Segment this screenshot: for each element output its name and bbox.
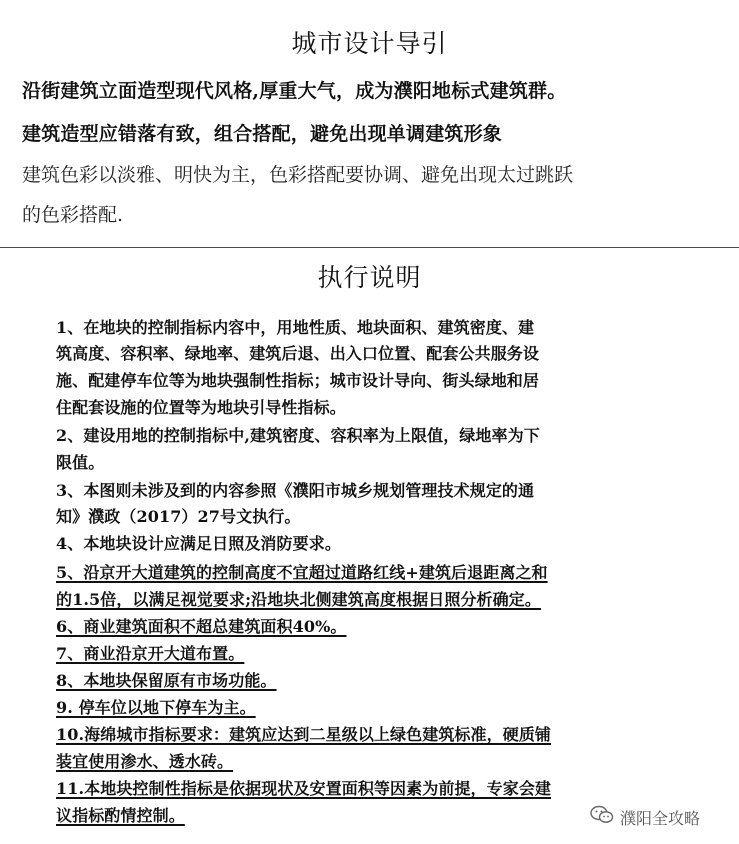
guideline-style: 沿街建筑立面造型现代风格,厚重大气，成为濮阳地标式建筑群。	[22, 80, 567, 102]
watermark	[590, 803, 700, 831]
instruction-line-underlined: 10.海绵城市指标要求：建筑应达到二星级以上绿色建筑标准，硬质铺	[56, 725, 552, 744]
instruction-line-underlined: 7、商业沿京开大道布置。	[56, 644, 245, 663]
wechat-icon	[590, 805, 614, 829]
instruction-line-underlined: 装宜使用渗水、透水砖。	[56, 752, 234, 771]
instruction-line-underlined: 8、本地块保留原有市场功能。	[56, 671, 277, 690]
instruction-line-underlined: 的1.5倍，以满足视觉要求;沿地块北侧建筑高度根据日照分析确定。	[56, 590, 541, 609]
color-note-line-1: 建筑色彩以淡雅、明快为主，色彩搭配要协调、避免出现太过跳跃	[22, 164, 574, 186]
watermark-text: 濮阳全攻略	[620, 808, 701, 828]
guideline-form: 建筑造型应错落有致，组合搭配，避免出现单调建筑形象	[22, 123, 503, 145]
instruction-line-underlined: 11.本地块控制性指标是依据现状及安置面积等因素为前提，专家会建	[56, 779, 552, 798]
instruction-line: 施、配建停车位等为地块强制性指标；城市设计导向、街头绿地和居	[56, 371, 540, 390]
section-divider	[0, 247, 739, 248]
instruction-line: 知》濮政（2017）27号文执行。	[56, 507, 301, 526]
instruction-line-underlined: 6、商业建筑面积不超总建筑面积40%。	[56, 617, 347, 636]
instruction-line-underlined: 9. 停车位以地下停车为主。	[56, 698, 256, 717]
instruction-line: 住配套设施的位置等为地块引导性指标。	[56, 398, 346, 417]
instructions-title: 执行说明	[317, 263, 422, 292]
instruction-line: 限值。	[56, 453, 105, 472]
design-guidance-title: 城市设计导引	[291, 29, 448, 58]
instruction-line-underlined: 议指标酌情控制。	[56, 806, 185, 825]
color-note-line-2: 的色彩搭配.	[22, 204, 124, 226]
instruction-line: 4、本地块设计应满足日照及消防要求。	[56, 534, 341, 553]
instruction-line-underlined: 5、沿京开大道建筑的控制高度不宜超过道路红线+建筑后退距离之和	[56, 563, 548, 582]
instruction-line: 3、本图则未涉及到的内容参照《濮阳市城乡规划管理技术规定的通	[56, 481, 535, 500]
instruction-line: 筑高度、容积率、绿地率、建筑后退、出入口位置、配套公共服务设	[56, 344, 540, 363]
instruction-line: 1、在地块的控制指标内容中，用地性质、地块面积、建筑密度、建	[56, 318, 535, 337]
instruction-line: 2、建设用地的控制指标中,建筑密度、容积率为上限值，绿地率为下	[56, 426, 540, 445]
